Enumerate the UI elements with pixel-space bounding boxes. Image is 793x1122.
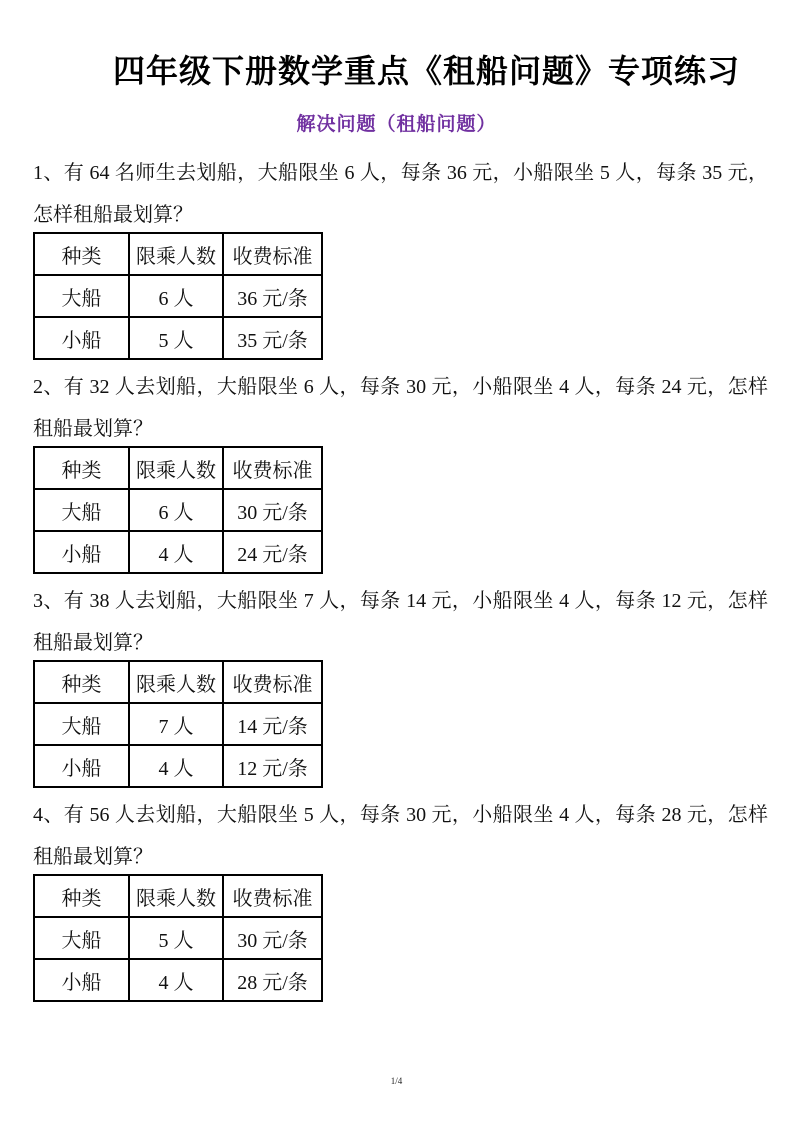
problem-2	[33, 366, 768, 574]
table-row	[34, 531, 322, 573]
page-title: 四年级下册数学重点《租船问题》专项练习	[112, 53, 740, 89]
problem-2-text: 2、有 32 人去划船，大船限坐 6 人，每条 30 元，小船限坐 4 人，每条 24 元，怎样租船最划算？	[33, 376, 768, 440]
cell-boat-type: 大船	[34, 703, 129, 745]
cell-fee: 14 元/条	[223, 703, 322, 745]
header-fee: 收费标准	[223, 875, 322, 917]
problem-4-text: 4、有 56 人去划船，大船限坐 5 人，每条 30 元，小船限坐 4 人，每条 28 元，怎样租船最划算？	[33, 804, 768, 868]
problem-1	[33, 152, 768, 360]
problem-3-boat-table	[33, 660, 323, 788]
cell-boat-type: 小船	[34, 531, 129, 573]
header-capacity: 限乘人数	[129, 447, 223, 489]
problem-4	[33, 794, 768, 1002]
page-subtitle: 解决问题（租船问题）	[296, 114, 497, 135]
header-fee: 收费标准	[223, 233, 322, 275]
table-row	[34, 703, 322, 745]
cell-fee: 30 元/条	[223, 917, 322, 959]
header-type: 种类	[34, 233, 129, 275]
cell-capacity: 4 人	[129, 959, 223, 1001]
cell-capacity: 5 人	[129, 317, 223, 359]
table-row	[34, 745, 322, 787]
cell-fee: 30 元/条	[223, 489, 322, 531]
header-type: 种类	[34, 661, 129, 703]
problem-3	[33, 580, 768, 788]
cell-boat-type: 小船	[34, 317, 129, 359]
cell-capacity: 4 人	[129, 531, 223, 573]
problem-2-boat-table	[33, 446, 323, 574]
cell-fee: 35 元/条	[223, 317, 322, 359]
cell-boat-type: 大船	[34, 917, 129, 959]
cell-fee: 24 元/条	[223, 531, 322, 573]
page-number: 1/4	[390, 1076, 403, 1086]
table-header-row	[34, 875, 322, 917]
table-header-row	[34, 661, 322, 703]
table-row	[34, 317, 322, 359]
cell-fee: 36 元/条	[223, 275, 322, 317]
cell-capacity: 6 人	[129, 275, 223, 317]
header-capacity: 限乘人数	[129, 661, 223, 703]
table-header-row	[34, 233, 322, 275]
cell-boat-type: 大船	[34, 275, 129, 317]
cell-fee: 28 元/条	[223, 959, 322, 1001]
table-row	[34, 275, 322, 317]
worksheet-body	[0, 152, 793, 1002]
table-row	[34, 917, 322, 959]
header-type: 种类	[34, 447, 129, 489]
cell-fee: 12 元/条	[223, 745, 322, 787]
header-type: 种类	[34, 875, 129, 917]
header-fee: 收费标准	[223, 447, 322, 489]
cell-capacity: 4 人	[129, 745, 223, 787]
problem-4-boat-table	[33, 874, 323, 1002]
table-row	[34, 959, 322, 1001]
table-row	[34, 489, 322, 531]
cell-boat-type: 小船	[34, 959, 129, 1001]
cell-capacity: 5 人	[129, 917, 223, 959]
header-capacity: 限乘人数	[129, 875, 223, 917]
cell-capacity: 6 人	[129, 489, 223, 531]
cell-capacity: 7 人	[129, 703, 223, 745]
header-fee: 收费标准	[223, 661, 322, 703]
problem-3-text: 3、有 38 人去划船，大船限坐 7 人，每条 14 元，小船限坐 4 人，每条 12 元，怎样租船最划算？	[33, 590, 768, 654]
cell-boat-type: 大船	[34, 489, 129, 531]
header-capacity: 限乘人数	[129, 233, 223, 275]
problem-1-text: 1、有 64 名师生去划船，大船限坐 6 人，每条 36 元，小船限坐 5 人，每条 35 元，怎样租船最划算？	[33, 162, 768, 226]
table-header-row	[34, 447, 322, 489]
cell-boat-type: 小船	[34, 745, 129, 787]
problem-1-boat-table	[33, 232, 323, 360]
